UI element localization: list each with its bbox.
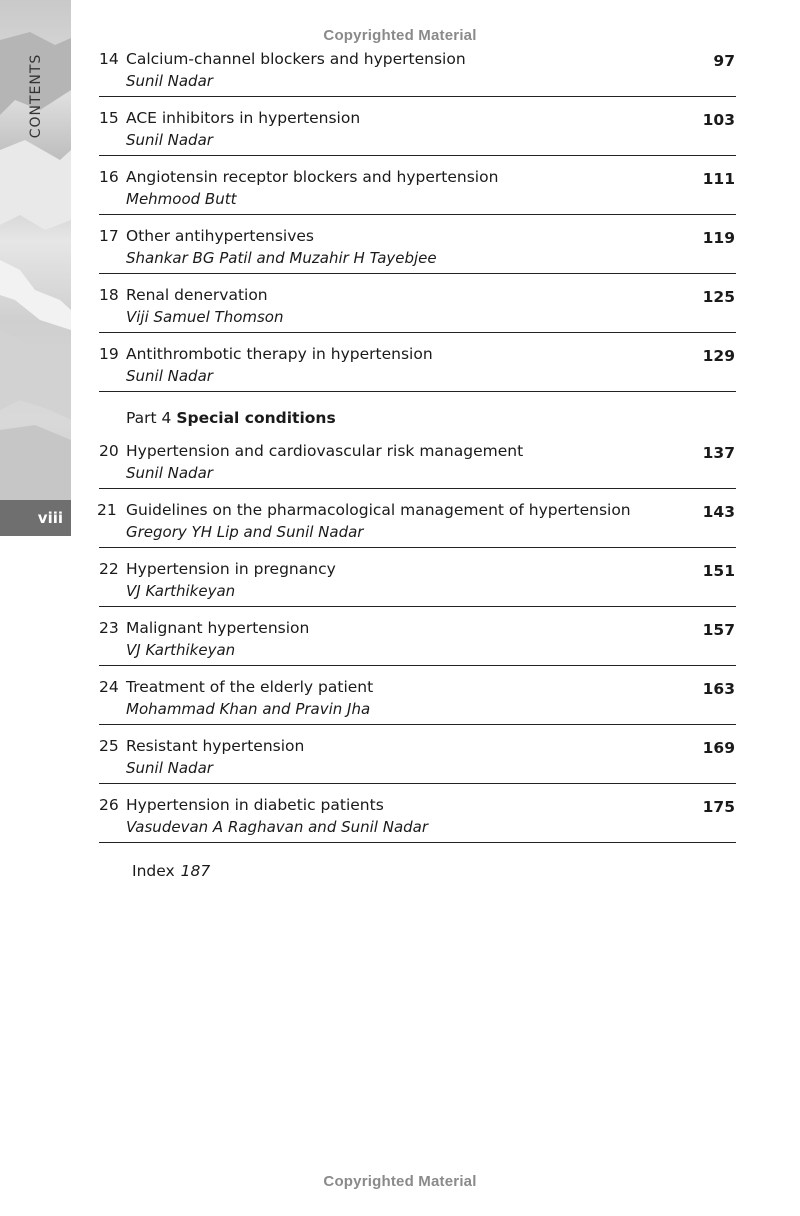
chapter-number: 18 <box>99 286 119 304</box>
chapter-title: Angiotensin receptor blockers and hypertension <box>126 168 499 186</box>
chapter-title: Renal denervation <box>126 286 268 304</box>
divider <box>99 606 736 607</box>
side-strip <box>0 0 71 536</box>
chapter-number: 24 <box>99 678 119 696</box>
chapter-page: 175 <box>702 798 735 816</box>
chapter-author: VJ Karthikeyan <box>126 641 236 659</box>
divider <box>99 783 736 784</box>
chapter-page: 157 <box>702 621 735 639</box>
divider <box>99 488 736 489</box>
chapter-page: 111 <box>702 170 735 188</box>
chapter-page: 125 <box>702 288 735 306</box>
divider <box>99 391 736 392</box>
chapter-title: Malignant hypertension <box>126 619 310 637</box>
chapter-author: Shankar BG Patil and Muzahir H Tayebjee <box>126 249 437 267</box>
chapter-page: 163 <box>702 680 735 698</box>
chapter-author: Viji Samuel Thomson <box>126 308 284 326</box>
chapter-page: 137 <box>702 444 735 462</box>
chapter-title: Calcium-channel blockers and hypertension <box>126 50 466 68</box>
chapter-author: Vasudevan A Raghavan and Sunil Nadar <box>126 818 429 836</box>
chapter-number: 20 <box>99 442 119 460</box>
chapter-title: Guidelines on the pharmacological management of hypertension <box>126 501 631 519</box>
divider <box>99 214 736 215</box>
watermark-top: Copyrighted Material <box>323 27 477 44</box>
part-heading <box>126 409 336 427</box>
chapter-author: Sunil Nadar <box>126 72 213 90</box>
chapter-number: 25 <box>99 737 119 755</box>
chapter-page: 103 <box>702 111 735 129</box>
chapter-title: ACE inhibitors in hypertension <box>126 109 361 127</box>
divider <box>99 842 736 843</box>
part-label: Part 4 <box>126 409 172 427</box>
chapter-author: VJ Karthikeyan <box>126 582 236 600</box>
chapter-number: 26 <box>99 796 119 814</box>
chapter-title: Other antihypertensives <box>126 227 314 245</box>
chapter-number: 22 <box>99 560 119 578</box>
chapter-author: Sunil Nadar <box>126 759 213 777</box>
chapter-number: 16 <box>99 168 119 186</box>
chapter-title: Hypertension and cardiovascular risk management <box>126 442 524 460</box>
divider <box>99 155 736 156</box>
chapter-page: 169 <box>702 739 735 757</box>
page-number-tab: viii <box>0 500 71 536</box>
chapter-page: 119 <box>702 229 735 247</box>
divider <box>99 273 736 274</box>
section-label-contents: CONTENTS <box>28 53 44 139</box>
chapter-page: 143 <box>702 503 735 521</box>
chapter-number: 14 <box>99 50 119 68</box>
divider <box>99 665 736 666</box>
divider <box>99 96 736 97</box>
chapter-author: Gregory YH Lip and Sunil Nadar <box>126 523 364 541</box>
chapter-author: Sunil Nadar <box>126 367 213 385</box>
chapter-number: 17 <box>99 227 119 245</box>
chapter-author: Mohammad Khan and Pravin Jha <box>126 700 371 718</box>
chapter-page: 97 <box>713 52 735 70</box>
index-label: Index <box>132 862 175 880</box>
chapter-title: Antithrombotic therapy in hypertension <box>126 345 433 363</box>
chapter-page: 151 <box>702 562 735 580</box>
chapter-number: 23 <box>99 619 119 637</box>
chapter-author: Sunil Nadar <box>126 464 213 482</box>
index-page: 187 <box>180 862 211 880</box>
chapter-page: 129 <box>702 347 735 365</box>
watermark-bottom: Copyrighted Material <box>323 1173 477 1190</box>
part-name: Special conditions <box>176 409 336 427</box>
chapter-author: Mehmood Butt <box>126 190 237 208</box>
divider <box>99 724 736 725</box>
divider <box>99 547 736 548</box>
chapter-number: 15 <box>99 109 119 127</box>
chapter-title: Hypertension in diabetic patients <box>126 796 384 814</box>
chapter-author: Sunil Nadar <box>126 131 213 149</box>
chapter-title: Resistant hypertension <box>126 737 305 755</box>
chapter-number: 19 <box>99 345 119 363</box>
index-entry[interactable] <box>132 862 210 880</box>
chapter-title: Hypertension in pregnancy <box>126 560 336 578</box>
chapter-number: 21 <box>97 501 117 519</box>
chapter-title: Treatment of the elderly patient <box>126 678 374 696</box>
divider <box>99 332 736 333</box>
